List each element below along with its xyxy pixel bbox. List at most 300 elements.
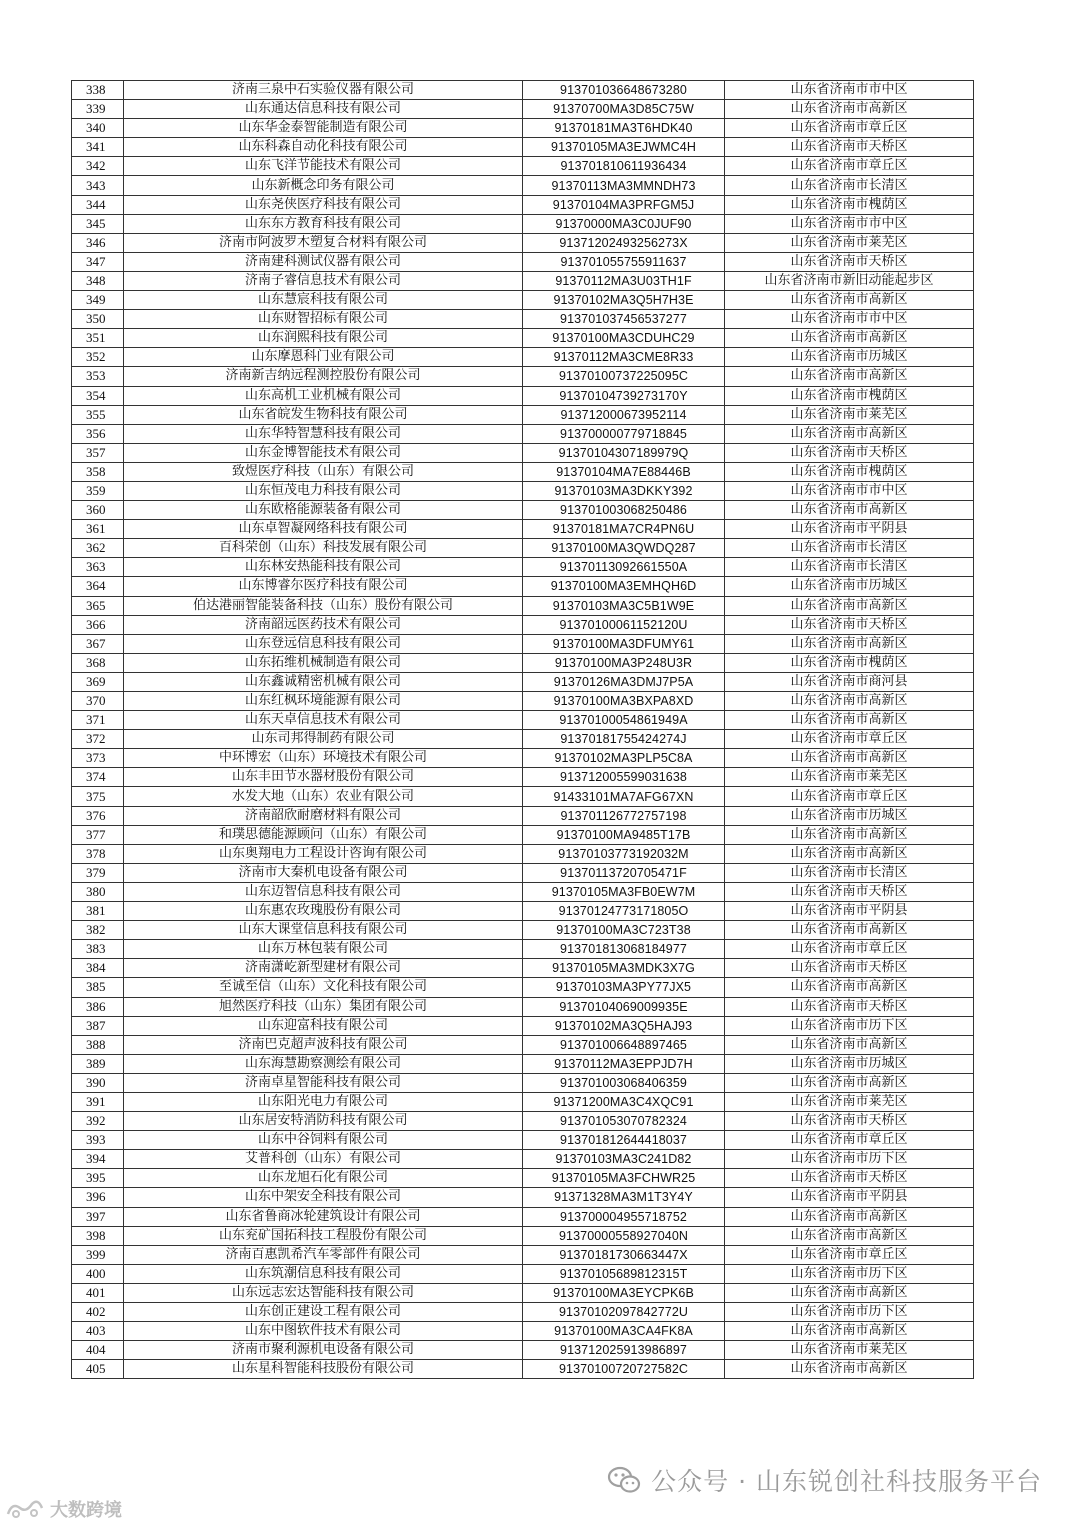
table-row: [72, 1303, 974, 1322]
credit-code-cell: 91370103MA3DKKY392: [523, 481, 725, 500]
row-number-cell: 365: [72, 596, 124, 615]
credit-code-cell: 91370100054861949A: [523, 711, 725, 730]
company-name-cell: 山东惠农玫瑰股份有限公司: [124, 902, 523, 921]
row-number-cell: 390: [72, 1073, 124, 1092]
region-cell: 山东省济南市长清区: [725, 863, 974, 882]
table-row: [72, 424, 974, 443]
table-row: [72, 1131, 974, 1150]
company-name-cell: 山东东方教育科技有限公司: [124, 214, 523, 233]
row-number-cell: 388: [72, 1035, 124, 1054]
company-name-cell: 山东中谷饲料有限公司: [124, 1131, 523, 1150]
region-cell: 山东省济南市长清区: [725, 558, 974, 577]
region-cell: 山东省济南市长清区: [725, 176, 974, 195]
table-row: [72, 596, 974, 615]
row-number-cell: 361: [72, 520, 124, 539]
company-name-cell: 山东欧格能源装备有限公司: [124, 501, 523, 520]
company-name-cell: 山东红枫环境能源有限公司: [124, 692, 523, 711]
credit-code-cell: 91370102MA3Q5HAJ93: [523, 1016, 725, 1035]
row-number-cell: 383: [72, 940, 124, 959]
credit-code-cell: 91370103773192032M: [523, 844, 725, 863]
row-number-cell: 348: [72, 271, 124, 290]
table-row: [72, 252, 974, 271]
region-cell: 山东省济南市高新区: [725, 1322, 974, 1341]
row-number-cell: 345: [72, 214, 124, 233]
company-name-cell: 济南子睿信息技术有限公司: [124, 271, 523, 290]
region-cell: 山东省济南市平阴县: [725, 520, 974, 539]
company-name-cell: 济南卓星智能科技有限公司: [124, 1073, 523, 1092]
credit-code-cell: 91370124773171805O: [523, 902, 725, 921]
company-name-cell: 山东登远信息科技有限公司: [124, 634, 523, 653]
credit-code-cell: 913712005599031638: [523, 768, 725, 787]
credit-code-cell: 913701006648897465: [523, 1035, 725, 1054]
credit-code-cell: 91371328MA3M1T3Y4Y: [523, 1188, 725, 1207]
region-cell: 山东省济南市章丘区: [725, 1245, 974, 1264]
company-name-cell: 山东卓智凝网络科技有限公司: [124, 520, 523, 539]
company-name-cell: 中环博宏（山东）环境技术有限公司: [124, 749, 523, 768]
row-number-cell: 362: [72, 539, 124, 558]
company-name-cell: 山东通达信息科技有限公司: [124, 100, 523, 119]
region-cell: 山东省济南市高新区: [725, 1360, 974, 1379]
region-cell: 山东省济南市高新区: [725, 424, 974, 443]
company-name-cell: 济南市聚利源机电设备有限公司: [124, 1341, 523, 1360]
company-name-cell: 山东阳光电力有限公司: [124, 1092, 523, 1111]
company-name-cell: 济南百惠凯希汽车零部件有限公司: [124, 1245, 523, 1264]
region-cell: 山东省济南市天桥区: [725, 138, 974, 157]
row-number-cell: 342: [72, 157, 124, 176]
credit-code-cell: 91370103MA3C5B1W9E: [523, 596, 725, 615]
company-name-cell: 百科荣创（山东）科技发展有限公司: [124, 539, 523, 558]
region-cell: 山东省济南市章丘区: [725, 940, 974, 959]
credit-code-cell: 91370103MA3PY77JX5: [523, 978, 725, 997]
table-row: [72, 711, 974, 730]
region-cell: 山东省济南市莱芜区: [725, 1341, 974, 1360]
company-name-cell: 山东尧侠医疗科技有限公司: [124, 195, 523, 214]
row-number-cell: 355: [72, 405, 124, 424]
row-number-cell: 399: [72, 1245, 124, 1264]
credit-code-cell: 913712025913986897: [523, 1341, 725, 1360]
row-number-cell: 389: [72, 1054, 124, 1073]
region-cell: 山东省济南市章丘区: [725, 730, 974, 749]
table-row: [72, 959, 974, 978]
row-number-cell: 398: [72, 1226, 124, 1245]
credit-code-cell: 91370100MA9485T17B: [523, 825, 725, 844]
footer-logo: [4, 1496, 122, 1522]
company-name-cell: 艾普科创（山东）有限公司: [124, 1150, 523, 1169]
region-cell: 山东省济南市高新区: [725, 1207, 974, 1226]
table-row: [72, 520, 974, 539]
company-name-cell: 山东远志宏达智能科技有限公司: [124, 1283, 523, 1302]
row-number-cell: 404: [72, 1341, 124, 1360]
row-number-cell: 366: [72, 615, 124, 634]
region-cell: 山东省济南市平阴县: [725, 1188, 974, 1207]
region-cell: 山东省济南市历下区: [725, 1264, 974, 1283]
table-row: [72, 1054, 974, 1073]
table-row: [72, 1360, 974, 1379]
credit-code-cell: 91370100720727582C: [523, 1360, 725, 1379]
row-number-cell: 402: [72, 1303, 124, 1322]
table-row: [72, 978, 974, 997]
company-name-cell: 山东兖矿国拓科技工程股份有限公司: [124, 1226, 523, 1245]
credit-code-cell: 91371200MA3C4XQC91: [523, 1092, 725, 1111]
company-name-cell: 山东林安热能科技有限公司: [124, 558, 523, 577]
company-name-cell: 济南巴克超声波科技有限公司: [124, 1035, 523, 1054]
table-row: [72, 157, 974, 176]
row-number-cell: 374: [72, 768, 124, 787]
credit-code-cell: 91370105MA3MDK3X7G: [523, 959, 725, 978]
table-row: [72, 749, 974, 768]
company-name-cell: 山东拓维机械制造有限公司: [124, 653, 523, 672]
row-number-cell: 382: [72, 921, 124, 940]
region-cell: 山东省济南市章丘区: [725, 787, 974, 806]
footer-logo-text: 大数跨境: [50, 1500, 122, 1521]
row-number-cell: 356: [72, 424, 124, 443]
region-cell: 山东省济南市天桥区: [725, 997, 974, 1016]
row-number-cell: 359: [72, 481, 124, 500]
company-list-table: [71, 80, 974, 1379]
row-number-cell: 370: [72, 692, 124, 711]
table-row: [72, 348, 974, 367]
table-row: [72, 1073, 974, 1092]
company-name-cell: 山东润熙科技有限公司: [124, 329, 523, 348]
credit-code-cell: 91370100MA3BXPA8XD: [523, 692, 725, 711]
table-row: [72, 940, 974, 959]
credit-code-cell: 91370105MA3EJWMC4H: [523, 138, 725, 157]
table-row: [72, 825, 974, 844]
company-name-cell: 山东大课堂信息科技有限公司: [124, 921, 523, 940]
credit-code-cell: 91370000558927040N: [523, 1226, 725, 1245]
row-number-cell: 403: [72, 1322, 124, 1341]
credit-code-cell: 913701003068250486: [523, 501, 725, 520]
table-row: [72, 692, 974, 711]
credit-code-cell: 91370104MA7E88446B: [523, 462, 725, 481]
table-row: [72, 672, 974, 691]
table-row: [72, 1322, 974, 1341]
region-cell: 山东省济南市高新区: [725, 634, 974, 653]
row-number-cell: 351: [72, 329, 124, 348]
row-number-cell: 380: [72, 882, 124, 901]
company-name-cell: 伯达港丽智能装备科技（山东）股份有限公司: [124, 596, 523, 615]
table-row: [72, 768, 974, 787]
region-cell: 山东省济南市莱芜区: [725, 1092, 974, 1111]
region-cell: 山东省济南市历城区: [725, 348, 974, 367]
row-number-cell: 375: [72, 787, 124, 806]
company-name-cell: 山东星科智能科技股份有限公司: [124, 1360, 523, 1379]
company-name-cell: 山东海慧勘察测绘有限公司: [124, 1054, 523, 1073]
table-body: [72, 81, 974, 1379]
row-number-cell: 376: [72, 806, 124, 825]
row-number-cell: 387: [72, 1016, 124, 1035]
region-cell: 山东省济南市高新区: [725, 1073, 974, 1092]
region-cell: 山东省济南市天桥区: [725, 252, 974, 271]
region-cell: 山东省济南市高新区: [725, 921, 974, 940]
table-row: [72, 195, 974, 214]
region-cell: 山东省济南市天桥区: [725, 615, 974, 634]
region-cell: 山东省济南市天桥区: [725, 959, 974, 978]
table-row: [72, 443, 974, 462]
company-name-cell: 山东龙旭石化有限公司: [124, 1169, 523, 1188]
credit-code-cell: 91370105MA3FCHWR25: [523, 1169, 725, 1188]
table-row: [72, 214, 974, 233]
row-number-cell: 385: [72, 978, 124, 997]
region-cell: 山东省济南市长清区: [725, 539, 974, 558]
company-name-cell: 山东筑潮信息科技有限公司: [124, 1264, 523, 1283]
company-name-cell: 济南市大秦机电设备有限公司: [124, 863, 523, 882]
table-row: [72, 1283, 974, 1302]
company-name-cell: 济南建科测试仪器有限公司: [124, 252, 523, 271]
row-number-cell: 364: [72, 577, 124, 596]
credit-code-cell: 91370112MA3EPPJD7H: [523, 1054, 725, 1073]
company-name-cell: 山东创正建设工程有限公司: [124, 1303, 523, 1322]
row-number-cell: 354: [72, 386, 124, 405]
region-cell: 山东省济南市槐荫区: [725, 462, 974, 481]
row-number-cell: 350: [72, 310, 124, 329]
region-cell: 山东省济南市天桥区: [725, 1112, 974, 1131]
row-number-cell: 400: [72, 1264, 124, 1283]
table-row: [72, 902, 974, 921]
table-row: [72, 310, 974, 329]
credit-code-cell: 913701810611936434: [523, 157, 725, 176]
region-cell: 山东省济南市历下区: [725, 1016, 974, 1035]
table-row: [72, 176, 974, 195]
company-name-cell: 致煜医疗科技（山东）有限公司: [124, 462, 523, 481]
company-name-cell: 山东奥翔电力工程设计咨询有限公司: [124, 844, 523, 863]
credit-code-cell: 91370181MA7CR4PN6U: [523, 520, 725, 539]
table-row: [72, 1341, 974, 1360]
table-row: [72, 1112, 974, 1131]
table-row: [72, 386, 974, 405]
table-row: [72, 1207, 974, 1226]
row-number-cell: 395: [72, 1169, 124, 1188]
row-number-cell: 392: [72, 1112, 124, 1131]
table-row: [72, 1188, 974, 1207]
region-cell: 山东省济南市历城区: [725, 577, 974, 596]
row-number-cell: 367: [72, 634, 124, 653]
credit-code-cell: 91370102097842772U: [523, 1303, 725, 1322]
credit-code-cell: 91370112MA3CME8R33: [523, 348, 725, 367]
region-cell: 山东省济南市历下区: [725, 1303, 974, 1322]
credit-code-cell: 91370112MA3U03TH1F: [523, 271, 725, 290]
region-cell: 山东省济南市高新区: [725, 1226, 974, 1245]
company-name-cell: 山东慧宸科技有限公司: [124, 291, 523, 310]
company-name-cell: 和璞思德能源顾问（山东）有限公司: [124, 825, 523, 844]
row-number-cell: 377: [72, 825, 124, 844]
credit-code-cell: 91370100MA3EMHQH6D: [523, 577, 725, 596]
company-name-cell: 山东新概念印务有限公司: [124, 176, 523, 195]
region-cell: 山东省济南市市中区: [725, 481, 974, 500]
credit-code-cell: 91370100MA3EYCPK6B: [523, 1283, 725, 1302]
company-name-cell: 水发大地（山东）农业有限公司: [124, 787, 523, 806]
credit-code-cell: 91370113MA3MMNDH73: [523, 176, 725, 195]
credit-code-cell: 91370100MA3C723T38: [523, 921, 725, 940]
table-row: [72, 100, 974, 119]
credit-code-cell: 913701812644418037: [523, 1131, 725, 1150]
company-name-cell: 山东飞洋节能技术有限公司: [124, 157, 523, 176]
region-cell: 山东省济南市槐荫区: [725, 386, 974, 405]
region-cell: 山东省济南市历城区: [725, 1054, 974, 1073]
table-row: [72, 787, 974, 806]
credit-code-cell: 91370700MA3D85C75W: [523, 100, 725, 119]
table-row: [72, 653, 974, 672]
table-row: [72, 1092, 974, 1111]
credit-code-cell: 91370113092661550A: [523, 558, 725, 577]
table-row: [72, 119, 974, 138]
company-name-cell: 山东恒茂电力科技有限公司: [124, 481, 523, 500]
region-cell: 山东省济南市市中区: [725, 214, 974, 233]
table-row: [72, 921, 974, 940]
table-row: [72, 1264, 974, 1283]
credit-code-cell: 91370000MA3C0JUF90: [523, 214, 725, 233]
region-cell: 山东省济南市章丘区: [725, 1131, 974, 1150]
credit-code-cell: 91370102MA3Q5H7H3E: [523, 291, 725, 310]
row-number-cell: 349: [72, 291, 124, 310]
credit-code-cell: 91370100MA3CA4FK8A: [523, 1322, 725, 1341]
region-cell: 山东省济南市历城区: [725, 806, 974, 825]
row-number-cell: 373: [72, 749, 124, 768]
company-name-cell: 山东中架安全科技有限公司: [124, 1188, 523, 1207]
credit-code-cell: 91370113720705471F: [523, 863, 725, 882]
credit-code-cell: 91370104739273170Y: [523, 386, 725, 405]
table-row: [72, 730, 974, 749]
company-name-cell: 山东高机工业机械有限公司: [124, 386, 523, 405]
region-cell: 山东省济南市高新区: [725, 844, 974, 863]
credit-code-cell: 913701813068184977: [523, 940, 725, 959]
credit-code-cell: 91370102MA3PLP5C8A: [523, 749, 725, 768]
credit-code-cell: 91370104069009935E: [523, 997, 725, 1016]
company-name-cell: 山东鑫诚精密机械有限公司: [124, 672, 523, 691]
region-cell: 山东省济南市平阴县: [725, 902, 974, 921]
row-number-cell: 339: [72, 100, 124, 119]
company-name-cell: 山东华特智慧科技有限公司: [124, 424, 523, 443]
company-name-cell: 山东金博智能技术有限公司: [124, 443, 523, 462]
credit-code-cell: 91370100MA3DFUMY61: [523, 634, 725, 653]
table-row: [72, 1016, 974, 1035]
row-number-cell: 394: [72, 1150, 124, 1169]
company-name-cell: 济南韶远医药技术有限公司: [124, 615, 523, 634]
company-name-cell: 旭然医疗科技（山东）集团有限公司: [124, 997, 523, 1016]
table-row: [72, 577, 974, 596]
credit-code-cell: 91370100061152120U: [523, 615, 725, 634]
company-name-cell: 山东居安特消防科技有限公司: [124, 1112, 523, 1131]
row-number-cell: 397: [72, 1207, 124, 1226]
region-cell: 山东省济南市商河县: [725, 672, 974, 691]
table-row: [72, 1245, 974, 1264]
row-number-cell: 363: [72, 558, 124, 577]
table-row: [72, 806, 974, 825]
table-row: [72, 997, 974, 1016]
row-number-cell: 405: [72, 1360, 124, 1379]
region-cell: 山东省济南市高新区: [725, 711, 974, 730]
region-cell: 山东省济南市市中区: [725, 310, 974, 329]
table-row: [72, 367, 974, 386]
company-name-cell: 山东摩恩科门业有限公司: [124, 348, 523, 367]
table-row: [72, 539, 974, 558]
row-number-cell: 352: [72, 348, 124, 367]
wechat-icon: [607, 1465, 641, 1495]
region-cell: 山东省济南市高新区: [725, 329, 974, 348]
region-cell: 山东省济南市高新区: [725, 596, 974, 615]
region-cell: 山东省济南市历下区: [725, 1150, 974, 1169]
row-number-cell: 396: [72, 1188, 124, 1207]
row-number-cell: 343: [72, 176, 124, 195]
credit-code-cell: 913701003068406359: [523, 1073, 725, 1092]
row-number-cell: 344: [72, 195, 124, 214]
credit-code-cell: 913701036648673280: [523, 81, 725, 100]
region-cell: 山东省济南市天桥区: [725, 882, 974, 901]
region-cell: 山东省济南市天桥区: [725, 443, 974, 462]
company-name-cell: 山东华金泰智能制造有限公司: [124, 119, 523, 138]
company-name-cell: 至诚至信（山东）文化科技有限公司: [124, 978, 523, 997]
region-cell: 山东省济南市天桥区: [725, 1169, 974, 1188]
region-cell: 山东省济南市高新区: [725, 692, 974, 711]
credit-code-cell: 91370181MA3T6HDK40: [523, 119, 725, 138]
row-number-cell: 346: [72, 233, 124, 252]
credit-code-cell: 91370105MA3FB0EW7M: [523, 882, 725, 901]
company-name-cell: 山东迈智信息科技有限公司: [124, 882, 523, 901]
row-number-cell: 401: [72, 1283, 124, 1302]
region-cell: 山东省济南市高新区: [725, 1035, 974, 1054]
row-number-cell: 369: [72, 672, 124, 691]
region-cell: 山东省济南市高新区: [725, 291, 974, 310]
credit-code-cell: 91370126MA3DMJ7P5A: [523, 672, 725, 691]
table-row: [72, 271, 974, 290]
watermark-text: 公众号 · 山东锐创社科技服务平台: [651, 1467, 1042, 1496]
table-row: [72, 405, 974, 424]
company-name-cell: 山东省鲁商冰轮建筑设计有限公司: [124, 1207, 523, 1226]
row-number-cell: 393: [72, 1131, 124, 1150]
table-row: [72, 501, 974, 520]
company-name-cell: 济南新吉纳远程测控股份有限公司: [124, 367, 523, 386]
wechat-watermark: [607, 1462, 1042, 1498]
region-cell: 山东省济南市莱芜区: [725, 768, 974, 787]
row-number-cell: 372: [72, 730, 124, 749]
company-name-cell: 山东科森自动化科技有限公司: [124, 138, 523, 157]
row-number-cell: 341: [72, 138, 124, 157]
region-cell: 山东省济南市高新区: [725, 367, 974, 386]
table-row: [72, 844, 974, 863]
credit-code-cell: 91371202493256273X: [523, 233, 725, 252]
row-number-cell: 368: [72, 653, 124, 672]
company-name-cell: 山东财智招标有限公司: [124, 310, 523, 329]
company-name-cell: 山东博睿尔医疗科技有限公司: [124, 577, 523, 596]
region-cell: 山东省济南市市中区: [725, 81, 974, 100]
row-number-cell: 338: [72, 81, 124, 100]
table-row: [72, 329, 974, 348]
credit-code-cell: 91370100MA3QWDQ287: [523, 539, 725, 558]
company-name-cell: 济南市阿波罗木塑复合材料有限公司: [124, 233, 523, 252]
row-number-cell: 357: [72, 443, 124, 462]
row-number-cell: 379: [72, 863, 124, 882]
company-name-cell: 山东司邦得制药有限公司: [124, 730, 523, 749]
table-row: [72, 291, 974, 310]
table-row: [72, 615, 974, 634]
row-number-cell: 381: [72, 902, 124, 921]
region-cell: 山东省济南市高新区: [725, 825, 974, 844]
row-number-cell: 384: [72, 959, 124, 978]
company-name-cell: 山东中图软件技术有限公司: [124, 1322, 523, 1341]
credit-code-cell: 913701055755911637: [523, 252, 725, 271]
credit-code-cell: 91433101MA7AFG67XN: [523, 787, 725, 806]
company-name-cell: 山东天卓信息技术有限公司: [124, 711, 523, 730]
company-name-cell: 济南韶欣耐磨材料有限公司: [124, 806, 523, 825]
credit-code-cell: 913712000673952114: [523, 405, 725, 424]
credit-code-cell: 91370100MA3CDUHC29: [523, 329, 725, 348]
credit-code-cell: 913701126772757198: [523, 806, 725, 825]
table-row: [72, 481, 974, 500]
region-cell: 山东省济南市新旧动能起步区: [725, 271, 974, 290]
row-number-cell: 358: [72, 462, 124, 481]
credit-code-cell: 91370104307189979Q: [523, 443, 725, 462]
row-number-cell: 360: [72, 501, 124, 520]
